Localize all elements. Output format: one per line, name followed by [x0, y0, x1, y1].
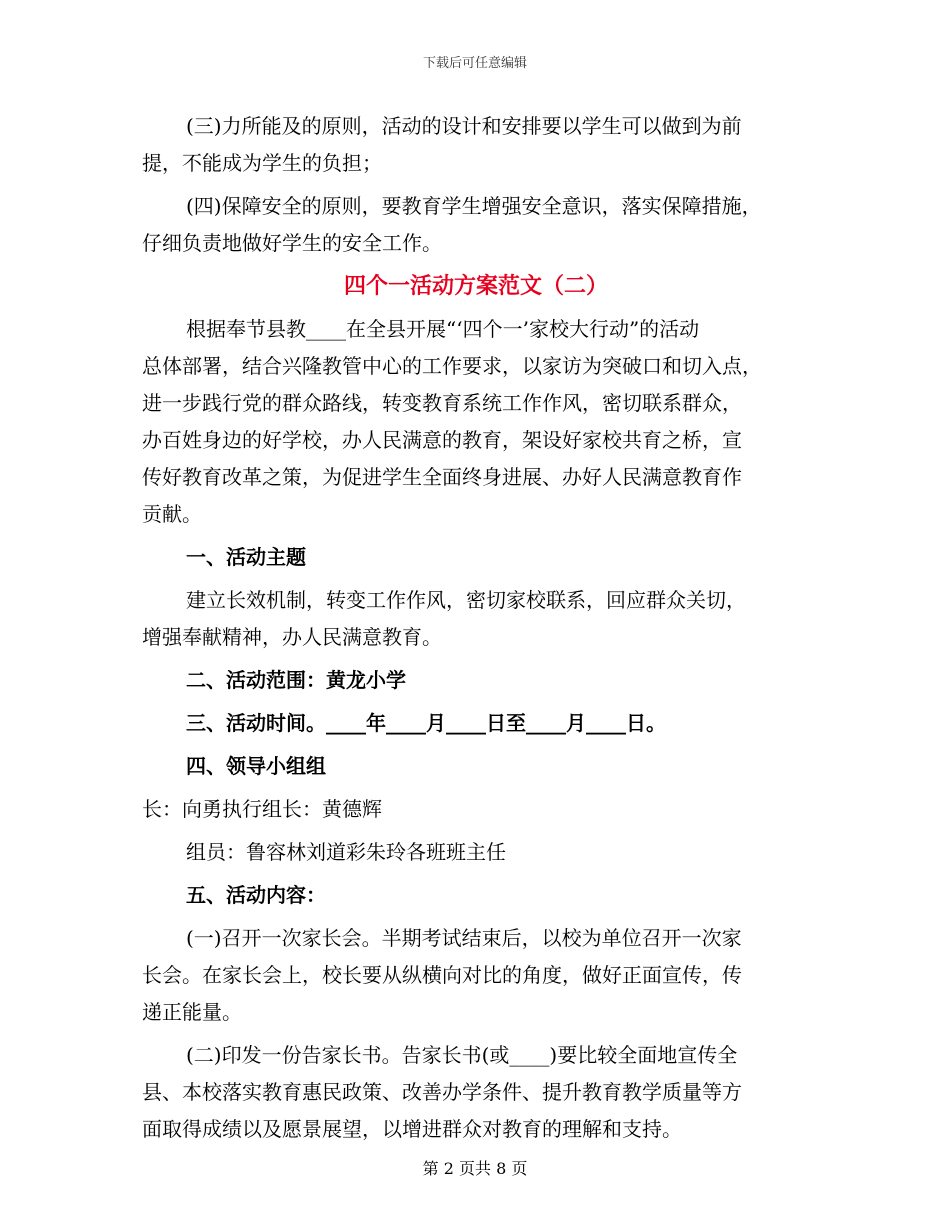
text-line: 提，不能成为学生的负担； — [142, 151, 382, 175]
paragraph-parent-letter — [142, 1037, 810, 1148]
heading-scope: 二、活动范围：黄龙小学 — [186, 668, 406, 692]
text-line: 增强奉献精神，办人民满意教育。 — [142, 625, 442, 649]
text-line: (四)保障安全的原则，要教育学生增强安全意识，落实保障措施， — [186, 194, 762, 218]
heading-time: 三、活动时间。____年____月____日至____月____日。 — [186, 711, 666, 735]
text-line: 传好教育改革之策，为促进学生全面终身进展、办好人民满意教育作 — [142, 465, 742, 489]
page-header: 下载后可任意编辑 — [422, 56, 527, 71]
text-line: 办百姓身边的好学校，办人民满意的教育，架设好家校共育之桥，宣 — [142, 428, 742, 452]
document-body — [142, 108, 810, 1148]
text-line: (三)力所能及的原则，活动的设计和安排要以学生可以做到为前 — [186, 114, 742, 138]
members-line: 组员：鲁容林刘道彩朱玲各班班主任 — [186, 840, 506, 864]
text-line: 根据奉节县教____在全县开展“‘四个一’家校大行动”的活动 — [186, 317, 700, 341]
text-line: 县、本校落实教育惠民政策、改善办学条件、提升教育教学质量等方 — [142, 1080, 742, 1104]
page-footer: 第 2 页共 8 页 — [422, 1159, 528, 1178]
heading-leadership: 四、领导小组组 — [186, 754, 326, 778]
text-line: (一)召开一次家长会。半期考试结束后，以校为单位召开一次家 — [186, 926, 742, 950]
paragraph-theme — [142, 582, 810, 656]
leader-line: 长：向勇执行组长：黄德辉 — [142, 797, 382, 821]
heading-content: 五、活动内容： — [186, 883, 326, 907]
text-line: 总体部署，结合兴隆教管中心的工作要求，以家访为突破口和切入点， — [142, 354, 762, 378]
text-line: 长会。在家长会上，校长要从纵横向对比的角度，做好正面宣传，传 — [142, 963, 742, 987]
text-line: 进一步践行党的群众路线，转变教育系统工作作风，密切联系群众， — [142, 391, 742, 415]
text-line: 建立长效机制，转变工作作风，密切家校联系，回应群众关切， — [186, 588, 746, 612]
heading-theme: 一、活动主题 — [186, 545, 306, 569]
paragraph-principle-3 — [142, 108, 810, 182]
section-title: 四个一活动方案范文（二） — [343, 273, 608, 299]
paragraph-principle-4 — [142, 188, 810, 262]
paragraph-parent-meeting — [142, 920, 810, 1031]
text-line: (二)印发一份告家长书。告家长书(或____)要比较全面地宣传全 — [186, 1043, 738, 1067]
paragraph-intro — [142, 311, 810, 533]
text-line: 面取得成绩以及愿景展望，以增进群众对教育的理解和支持。 — [142, 1117, 682, 1141]
text-line: 贡献。 — [142, 502, 202, 526]
text-line: 递正能量。 — [142, 1000, 242, 1024]
text-line: 仔细负责地做好学生的安全工作。 — [142, 231, 442, 255]
